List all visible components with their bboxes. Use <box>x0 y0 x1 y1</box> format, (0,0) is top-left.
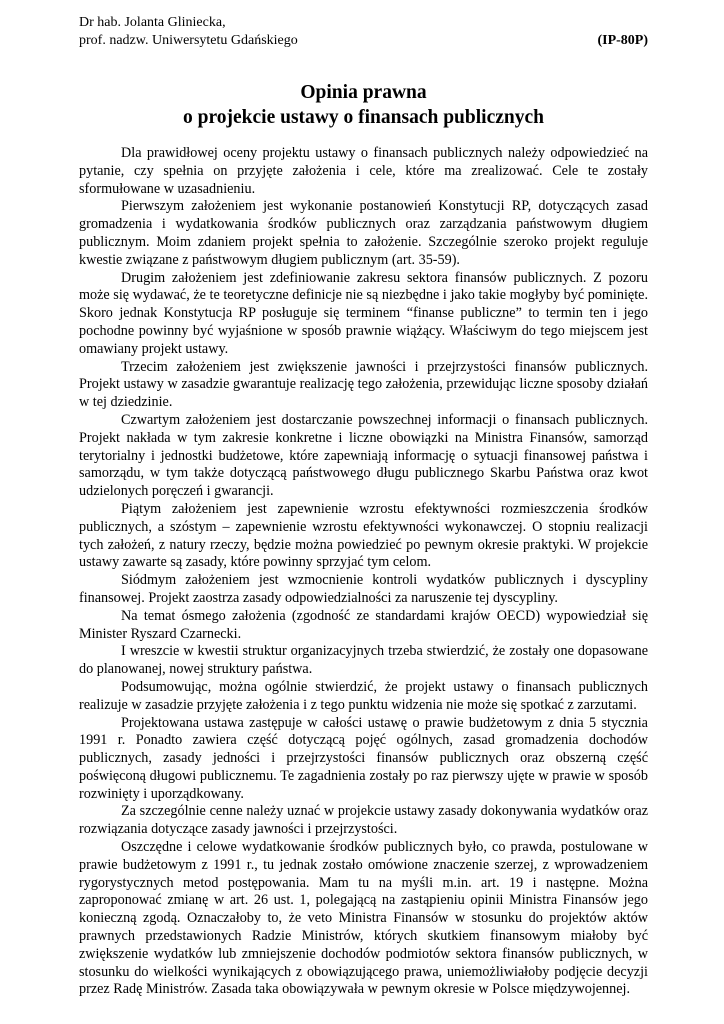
paragraph-8: Na temat ósmego założenia (zgodność ze standardami krajów OECD) wypowiedział się Minister Ryszard Czarnecki. <box>79 607 648 642</box>
paragraph-9: I wreszcie w kwestii struktur organizacyjnych trzeba stwierdzić, że zostały one dopasowane do planowanej, nowej struktury państwa. <box>79 643 648 678</box>
paragraph-12: Za szczególnie cenne należy uznać w projekcie ustawy zasady dokonywania wydatków oraz rozwiązania dotyczące zasady jawności i przejrzystości. <box>79 803 648 838</box>
paragraph-2: Pierwszym założeniem jest wykonanie postanowień Konstytucji RP, dotyczących zasad gromadzenia i wydatkowania środków publicznych oraz zarządzania państwowym długiem publicznym. Moim zdaniem projekt spełnia to założenie. Szczególnie szeroko projekt reguluje kwestie związane z państwowym długiem publicznym (art. 35-59). <box>79 198 648 268</box>
title-line-1: Opinia prawna <box>300 82 427 103</box>
author-affiliation: prof. nadzw. Uniwersytetu Gdańskiego <box>79 33 298 48</box>
paragraph-13: Oszczędne i celowe wydatkowanie środków publicznych było, co prawda, postulowane w prawie budżetowym z 1991 r., tu jednak zostało omówione znaczenie szerzej, z wprowadzeniem rygorystycznych metod postępowania. Mam tu na myśli m.in. art. 19 i następne. Można zaproponować zmianę w art. 26 ust. 1, polegającą na zastąpieniu opinii Ministra Finansów jego konieczną zgodą. Oznaczałoby to, że veto Ministra Finansów w stosunku do projektów aktów prawnych przedstawionych Radzie Ministrów, których skutkiem finansowym miałoby być zwiększenie wydatków lub zmniejszenie dochodów podmiotów sektora finansów publicznych, w stosunku do wielkości wynikających z obowiązującego prawa, uniemożliwiałoby podjęcie decyzji przez Radę Ministrów. Zasada taka obowiązywała w pewnym okresie w Polsce międzywojennej. <box>79 839 648 998</box>
paragraph-11: Projektowana ustawa zastępuje w całości ustawę o prawie budżetowym z dnia 5 stycznia 1991 r. Ponadto zawiera część dotyczącą pojęć ogólnych, zasad gromadzenia dochodów publicznych, zasady jedności i przejrzystości finansów publicznych oraz obszerną część poświęconą długowi publicznemu. Te zagadnienia zostały po raz pierwszy ujęte w prawie w sposób rozwinięty i uporządkowany. <box>79 714 648 802</box>
document-page <box>79 14 648 999</box>
document-body <box>79 145 648 999</box>
author-name: Dr hab. Jolanta Gliniecka, <box>79 15 226 30</box>
paragraph-3: Drugim założeniem jest zdefiniowanie zakresu sektora finansów publicznych. Z pozoru może się wydawać, że te teoretyczne definicje nie są niezbędne i jako takie mogłyby być pominięte. Skoro jednak Konstytucja RP posługuje się terminem “finanse publiczne” to termin ten i jego pochodne powinny być wyjaśnione w sposób prawnie wiążący. Właściwym do tego miejscem jest omawiany projekt ustawy. <box>79 269 648 357</box>
title-line-2: o projekcie ustawy o finansach publicznych <box>183 107 544 128</box>
paragraph-5: Czwartym założeniem jest dostarczanie powszechnej informacji o finansach publicznych. Projekt nakłada w tym zakresie konkretne i liczne obowiązki na Ministra Finansów, samorząd terytorialny i jednostki budżetowe, które zapewniają informację o sytuacji finansowej państwa i samorządu, w tym także dotyczącą państwowego długu publicznego Skarbu Państwa oraz kwot udzielonych poręczeń i gwarancji. <box>79 411 648 500</box>
paragraph-10: Podsumowując, można ogólnie stwierdzić, że projekt ustawy o finansach publicznych realizuje w zasadzie przyjęte założenia i z tego punktu widzenia nie może się spotkać z zarzutami. <box>79 678 648 713</box>
paragraph-7: Siódmym założeniem jest wzmocnienie kontroli wydatków publicznych i dyscypliny finansowej. Projekt zaostrza zasady odpowiedzialności za naruszenie tej dyscypliny. <box>79 572 648 606</box>
document-code: (IP-80P) <box>597 33 648 48</box>
paragraph-1: Dla prawidłowej oceny projektu ustawy o finansach publicznych należy odpowiedzieć na pytanie, czy spełnia on przyjęte założenia i cele, które ma zrealizować. Cele te zostały sformułowane w uzasadnieniu. <box>79 145 648 197</box>
header-row <box>79 32 648 50</box>
paragraph-6: Piątym założeniem jest zapewnienie wzrostu efektywności rozmieszczenia środków publicznych, a szóstym – zapewnienie wzrostu efektywności wykonawczej. O stopniu realizacji tych założeń, z natury rzeczy, będzie można powiedzieć po pewnym okresie praktyki. W projekcie ustawy zawarte są zasady, które powinny sprzyjać tym celom. <box>79 500 648 571</box>
paragraph-4: Trzecim założeniem jest zwiększenie jawności i przejrzystości finansów publicznych. Projekt ustawy w zasadzie gwarantuje realizację tego założenia, przewidując liczne sposoby działań w tej dziedzinie. <box>79 358 648 411</box>
document-title <box>79 80 648 130</box>
document-header <box>79 14 648 50</box>
